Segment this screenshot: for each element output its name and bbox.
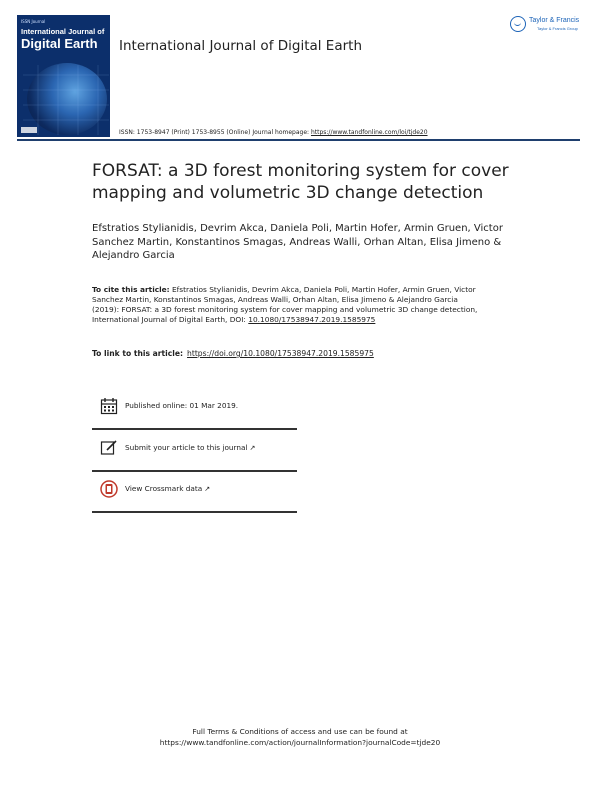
journal-cover[interactable] (17, 15, 110, 137)
published-row (92, 395, 297, 425)
citation-doi-link[interactable]: 10.1080/17538947.2019.1585975 (248, 315, 376, 324)
journal-homepage-link[interactable]: https://www.tandfonline.com/loi/tjde20 (310, 129, 428, 136)
publisher-tagline: Taylor & Francis Group (537, 26, 578, 31)
citation-text: Efstratios Stylianidis, Devrim Akca, Daniela Poli, Martin Hofer, Armin Gruen, Victor Sanchez Martin, Konstantinos Smagas, Andreas Walli, Orhan Altan, Elisa Jimeno & Alejandro Garcia (2019): FORSAT: a 3D forest monitoring system for cover mapping and volumetric 3D change detection, International Journal of Digital Earth, DOI: (92, 285, 478, 324)
submit-article-link[interactable] (125, 443, 255, 452)
citation-label: To cite this article: (92, 285, 170, 294)
cover-title (21, 28, 109, 50)
publisher-name: Taylor & Francis (529, 17, 580, 24)
cover-title-line1: International Journal of (21, 27, 105, 36)
issn-text: ISSN: 1753-8947 (Print) 1753-8955 (Online) Journal homepage: (119, 129, 310, 136)
divider (92, 511, 297, 513)
divider (92, 470, 297, 472)
journal-name: International Journal of Digital Earth (119, 38, 363, 54)
crossmark-label: View Crossmark data (125, 484, 203, 493)
published-date: Published online: 01 Mar 2019. (125, 401, 239, 410)
header-divider (17, 139, 580, 141)
footer-terms-text: Full Terms & Conditions of access and use can be found at (192, 727, 408, 736)
divider (92, 428, 297, 430)
article-doi-url[interactable]: https://doi.org/10.1080/17538947.2019.1585975 (187, 349, 374, 358)
footer-terms-link[interactable]: https://www.tandfonline.com/action/journalInformation?journalCode=tjde20 (159, 737, 441, 747)
article-link-line (92, 349, 374, 358)
publisher-logo[interactable] (510, 16, 585, 38)
crossmark-link[interactable] (125, 484, 210, 493)
footer (0, 727, 600, 748)
publisher-logo-icon (510, 16, 526, 32)
cover-publisher-mark (21, 127, 37, 133)
edit-icon (100, 439, 118, 457)
article-title: FORSAT: a 3D forest monitoring system for cover mapping and volumetric 3D change detection (92, 161, 509, 203)
article-authors: Efstratios Stylianidis, Devrim Akca, Daniela Poli, Martin Hofer, Armin Gruen, Victor Sanchez Martin, Konstantinos Smagas, Andreas Walli, Orhan Altan, Elisa Jimeno & Alejandro Garcia (92, 223, 503, 261)
submit-row[interactable] (92, 437, 297, 467)
crossmark-icon (100, 480, 118, 498)
external-link-icon: ↗ (204, 485, 211, 493)
calendar-icon (100, 397, 118, 415)
external-link-icon: ↗ (249, 444, 256, 452)
citation-block (92, 285, 482, 325)
crossmark-row[interactable] (92, 478, 297, 508)
cover-small-text: ISSN Journal (21, 19, 46, 24)
grid-overlay (23, 65, 109, 135)
article-link-label: To link to this article: (92, 349, 184, 358)
cover-title-line2: Digital Earth (21, 35, 98, 51)
issn-line (119, 129, 428, 136)
submit-article-label: Submit your article to this journal (125, 443, 248, 452)
